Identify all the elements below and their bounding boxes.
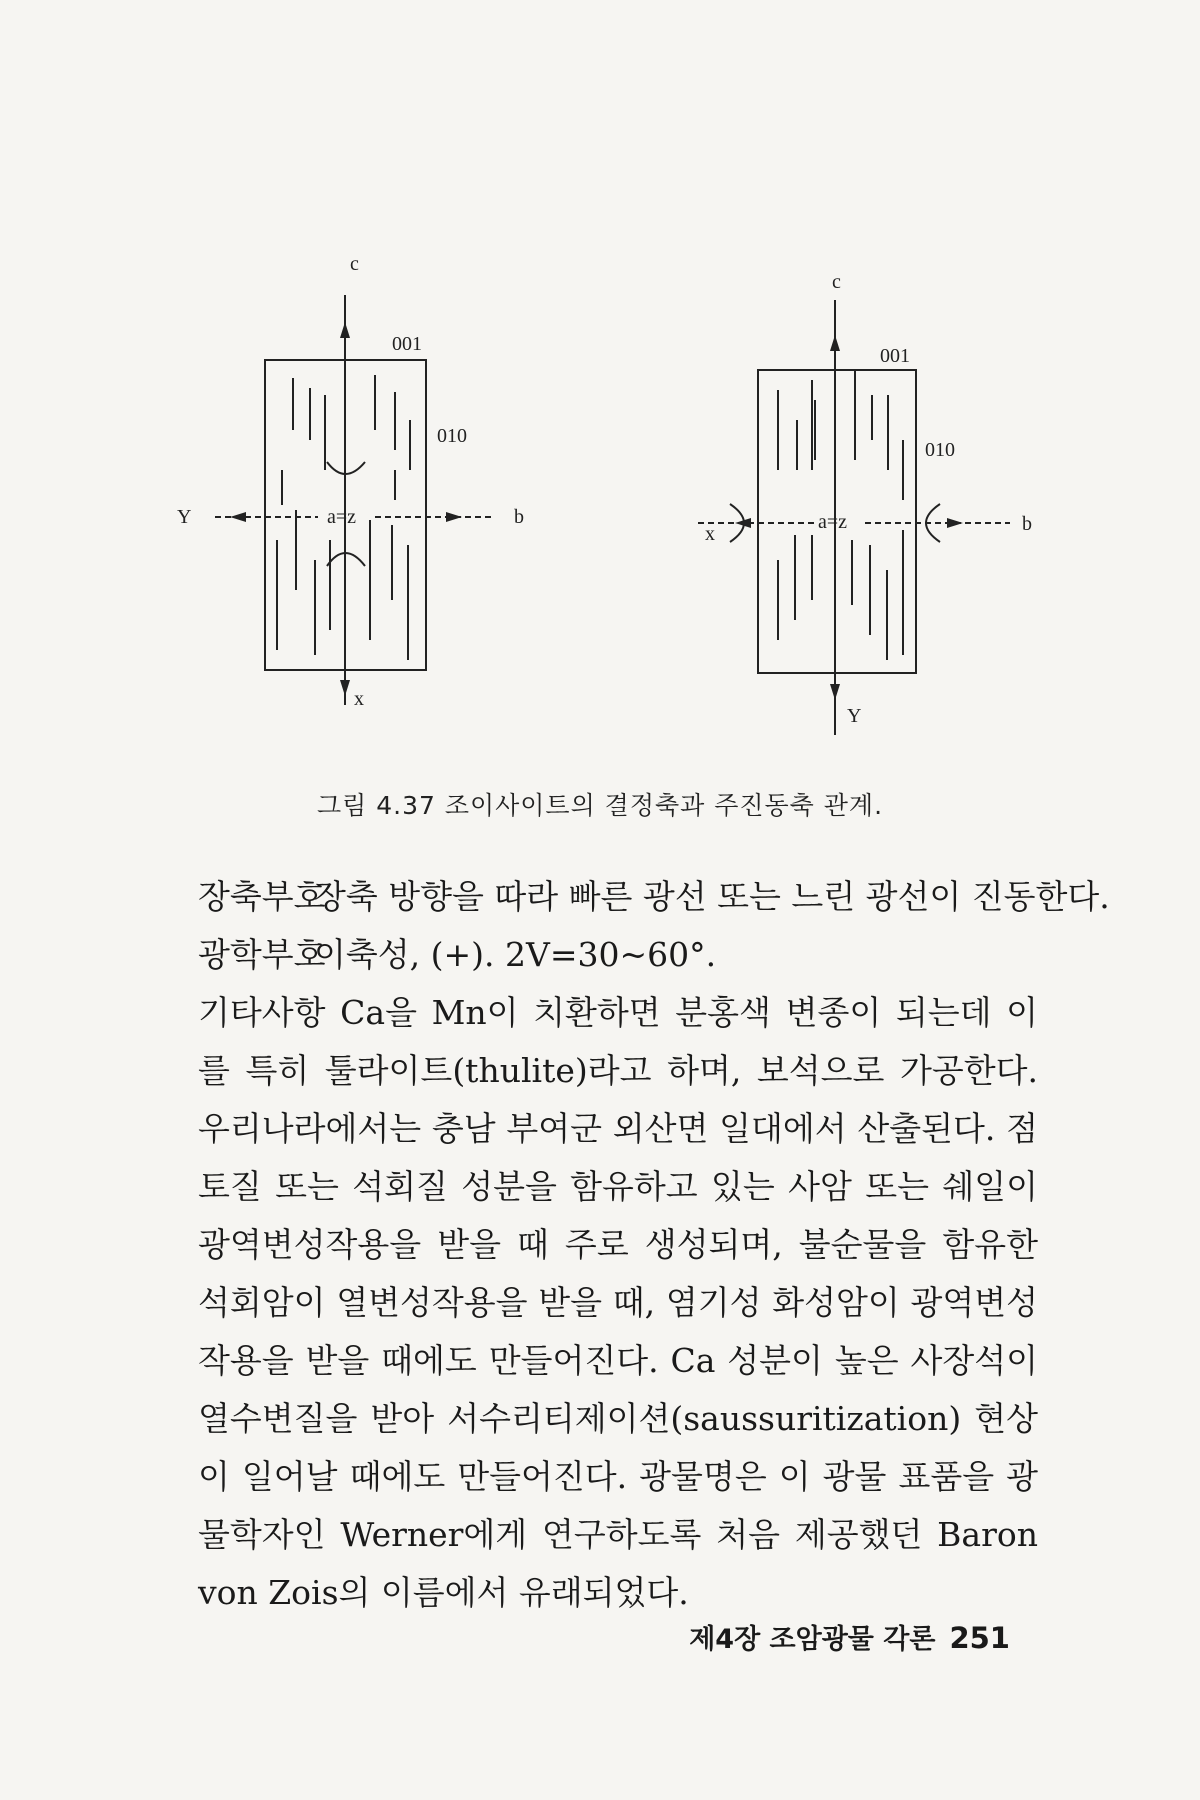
left-face-010-label: 010 — [437, 425, 467, 447]
right-crystal-diagram — [698, 300, 1010, 735]
figure — [0, 0, 1200, 780]
right-face-010-label: 010 — [925, 439, 955, 461]
left-face-001-label: 001 — [392, 333, 422, 355]
left-crystal-diagram — [215, 295, 495, 705]
crystal-axes-figure — [0, 0, 1200, 780]
left-axis-c-label: c — [350, 253, 359, 275]
right-axis-y-label: Y — [847, 705, 862, 727]
optic-sign-label: 광학부호 — [198, 935, 326, 974]
left-center-label: a=z — [327, 506, 357, 528]
right-axis-c-label: c — [832, 271, 841, 293]
elongation-text: 장축 방향을 따라 빠른 광선 또는 느린 광선이 진동한다. — [314, 877, 1110, 916]
optic-sign-text: 이축성, (+). 2V=30~60°. — [314, 935, 717, 974]
left-axis-x-label: x — [354, 688, 364, 710]
left-axis-y-label: Y — [177, 506, 192, 528]
right-axis-b-label: b — [1022, 513, 1032, 535]
elongation-row — [198, 868, 1110, 926]
page-number: 251 — [949, 1621, 1010, 1655]
page-footer — [689, 1617, 1010, 1656]
figure-caption: 그림 4.37 조이사이트의 결정축과 주진동축 관계. — [316, 791, 884, 820]
chapter-title: 제4장 조암광물 각론 — [689, 1624, 936, 1655]
right-center-label: a=z — [818, 511, 848, 533]
optic-sign-row — [198, 926, 1038, 984]
other-notes-paragraph: 기타사항 Ca을 Mn이 치환하면 분홍색 변종이 되는데 이를 특히 툴라이트(thulite)라고 하며, 보석으로 가공한다. 우리나라에서는 충남 부여군 외산면 일대에서 산출된다. 점토질 또는 석회질 성분을 함유하고 있는 사암 또는 쉐일이 광역변성작용을 받을 때 주로 생성되며, 불순물을 함유한 석회암이 열변성작용을 받을 때, 염기성 화성암이 광역변성작용을 받을 때에도 만들어진다. Ca 성분이 높은 사장석이 열수변질을 받아 서수리티제이션(saussuritization) 현상이 일어날 때에도 만들어진다. 광물명은 이 광물 표품을 광물학자인 Werner에게 연구하도록 처음 제공했던 Baron von Zois의 이름에서 유래되었다. — [198, 993, 1038, 1612]
body-text — [198, 868, 1110, 1622]
right-face-001-label: 001 — [880, 345, 910, 367]
elongation-label: 장축부호 — [198, 877, 326, 916]
left-axis-b-label: b — [514, 506, 524, 528]
right-axis-x-label: x — [705, 523, 715, 545]
